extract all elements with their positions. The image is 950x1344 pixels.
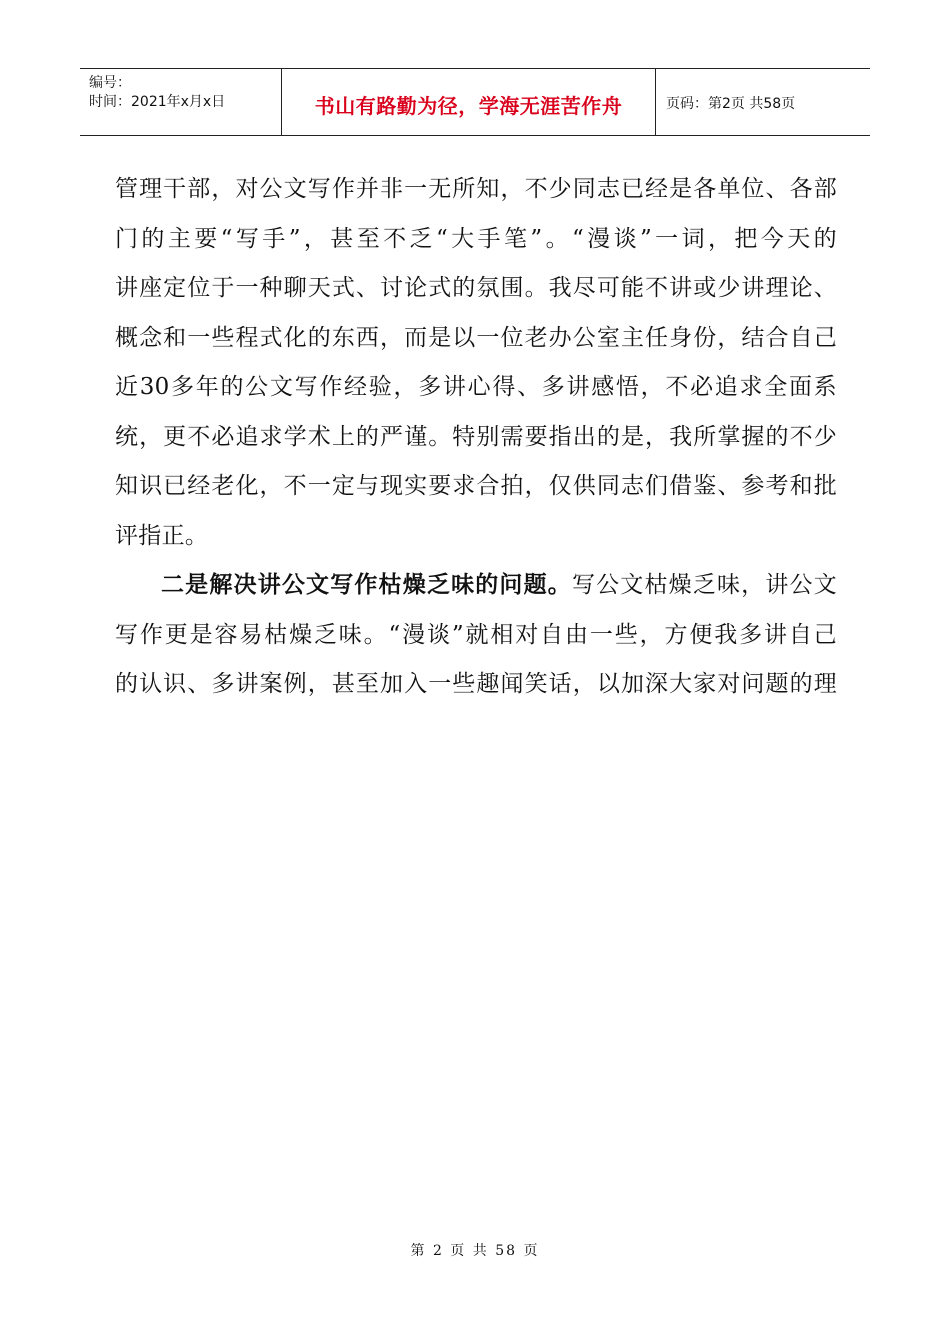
document-time-label: 时间：2021年x月x日 <box>89 94 226 110</box>
header-table <box>80 68 870 136</box>
body-line: 概念和一些程式化的东西，而是以一位老办公室主任身份，结合自己 <box>115 324 837 351</box>
body-line: 讲座定位于一种聊天式、讨论式的氛围。我尽可能不讲或少讲理论、 <box>115 275 837 301</box>
body-line: 近30多年的公文写作经验，多讲心得、多讲感悟，不必追求全面系 <box>115 374 837 400</box>
body-line: 写作更是容易枯燥乏味。“漫谈”就相对自由一些，方便我多讲自己 <box>115 621 837 648</box>
body-line: 统，更不必追求学术上的严谨。特别需要指出的是，我所掌握的不少 <box>115 423 837 450</box>
body-line: 的认识、多讲案例，甚至加入一些趣闻笑话，以加深大家对问题的理 <box>115 671 837 697</box>
body-line: 管理干部，对公文写作并非一无所知，不少同志已经是各单位、各部 <box>115 176 837 202</box>
body-line: 评指正。 <box>115 522 209 549</box>
document-body <box>115 165 837 710</box>
header-page-info: 页码：第2页 共58页 <box>666 96 796 112</box>
header-meta-cell <box>80 69 282 135</box>
header-motto-cell <box>282 69 656 135</box>
header-page-cell <box>656 69 870 135</box>
header-motto: 书山有路勤为径，学海无涯苦作舟 <box>314 93 623 118</box>
body-line: 知识已经老化，不一定与现实要求合拍，仅供同志们借鉴、参考和批 <box>115 473 837 499</box>
document-number-label: 编号： <box>89 75 131 91</box>
paragraph-2-heading: 二是解决讲公文写作枯燥乏味的问题。 <box>161 572 572 598</box>
body-line: 门的主要“写手”，甚至不乏“大手笔”。“漫谈”一词，把今天的 <box>115 225 837 252</box>
page-footer <box>0 1240 950 1260</box>
paragraph-2-first-line <box>115 561 837 611</box>
footer-page-number: 第 2 页 共 58 页 <box>410 1243 540 1259</box>
paragraph-2-text: 写公文枯燥乏味，讲公文 <box>571 572 837 598</box>
